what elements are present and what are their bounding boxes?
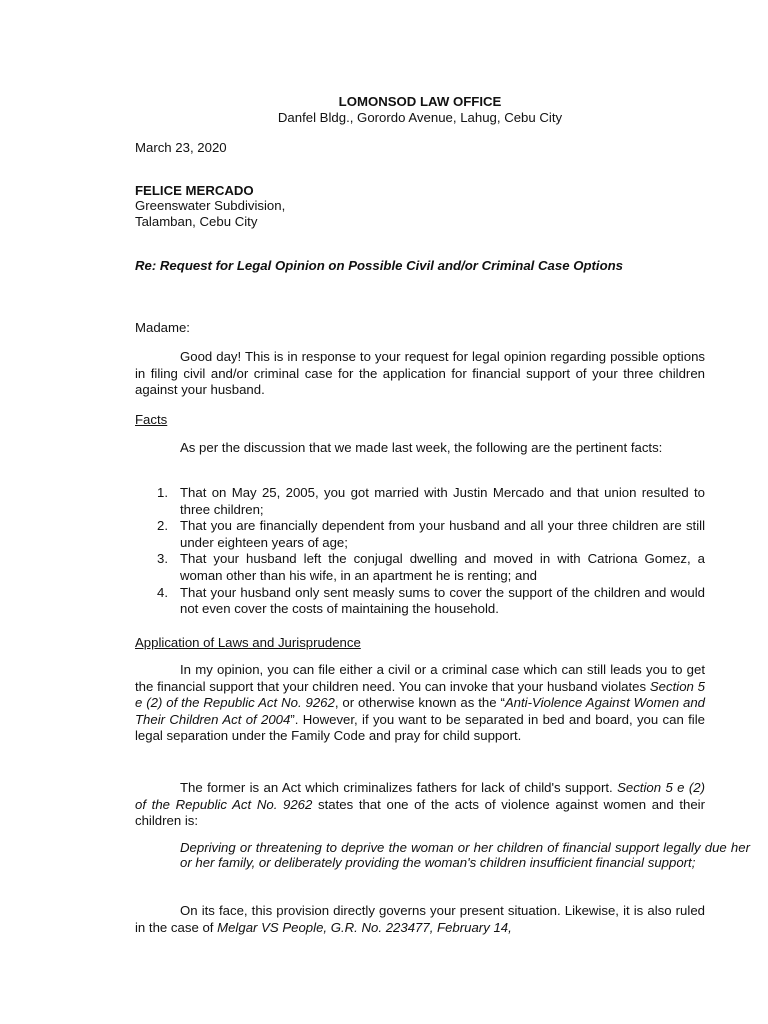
facts-lead-paragraph: As per the discussion that we made last week, the following are the pertinent facts:	[180, 440, 663, 455]
list-item	[135, 485, 705, 518]
text-span: states that one of the acts of violence against women and their children is:	[135, 796, 706, 829]
text-span: ”. However, if you want to be separated in bed and board, you can file legal separation under the Family Code and pray for child support.	[135, 711, 705, 744]
list-item-number: 4.	[157, 584, 168, 600]
list-item	[135, 518, 705, 551]
text-span: On its face, this provision directly governs your present situation. Likewise, it is also ruled in the case of	[135, 903, 705, 935]
list-item-number: 3.	[157, 551, 168, 567]
application-paragraph-1	[135, 662, 705, 745]
recipient-name: FELICE MERCADO	[135, 183, 254, 198]
list-item	[135, 551, 705, 584]
application-paragraph-2	[135, 780, 705, 830]
intro-paragraph: Good day! This is in response to your request for legal opinion regarding possible options in filing civil and/or criminal case for the application for financial support of your three children against your husband.	[135, 349, 705, 398]
law-citation: Section 5 e (2) of the Republic Act No. 9262	[135, 678, 705, 711]
letter-date: March 23, 2020	[135, 140, 227, 155]
office-name: LOMONSOD LAW OFFICE	[338, 94, 502, 109]
application-heading: Application of Laws and Jurisprudence	[135, 635, 361, 650]
case-citation: Melgar VS People, G.R. No. 223477, February 14,	[217, 919, 512, 935]
list-item	[135, 585, 705, 618]
law-quote-block: Depriving or threatening to deprive the woman or her children of financial support legally due her or her family, or deliberately providing the woman's children insufficient financial support;	[180, 840, 750, 871]
text-span: The former is an Act which criminalizes fathers for lack of child's support.	[180, 780, 618, 795]
act-title: Anti-Violence Against Women and Their Children Act of 2004	[135, 695, 706, 727]
recipient-address-line1: Greenswater Subdivision,	[135, 198, 286, 213]
list-item-number: 2.	[157, 518, 168, 534]
subject-line: Re: Request for Legal Opinion on Possible Civil and/or Criminal Case Options	[135, 258, 624, 273]
facts-list	[135, 485, 705, 618]
office-address: Danfel Bldg., Gorordo Avenue, Lahug, Cebu City	[277, 110, 563, 125]
text-span: , or otherwise known as the “	[334, 695, 505, 711]
facts-heading: Facts	[135, 412, 168, 427]
law-citation: Section 5 e (2) of the Republic Act No. 9262	[135, 780, 706, 812]
salutation: Madame:	[135, 320, 190, 335]
text-span: In my opinion, you can file either a civil or a criminal case which can still leads you to get the financial support that your children need. You can invoke that your husband violates	[135, 662, 705, 694]
recipient-address-line2: Talamban, Cebu City	[135, 214, 258, 229]
list-item-text: That you are financially dependent from your husband and all your three children are still under eighteen years of age;	[180, 518, 705, 550]
application-paragraph-3	[135, 903, 705, 936]
list-item-text: That your husband left the conjugal dwelling and moved in with Catriona Gomez, a woman other than his wife, in an apartment he is renting; and	[180, 551, 705, 583]
list-item-text: That on May 25, 2005, you got married with Justin Mercado and that union resulted to three children;	[180, 485, 705, 517]
list-item-number: 1.	[157, 485, 168, 500]
list-item-text: That your husband only sent measly sums to cover the support of the children and would not even cover the costs of maintaining the household.	[180, 584, 705, 617]
